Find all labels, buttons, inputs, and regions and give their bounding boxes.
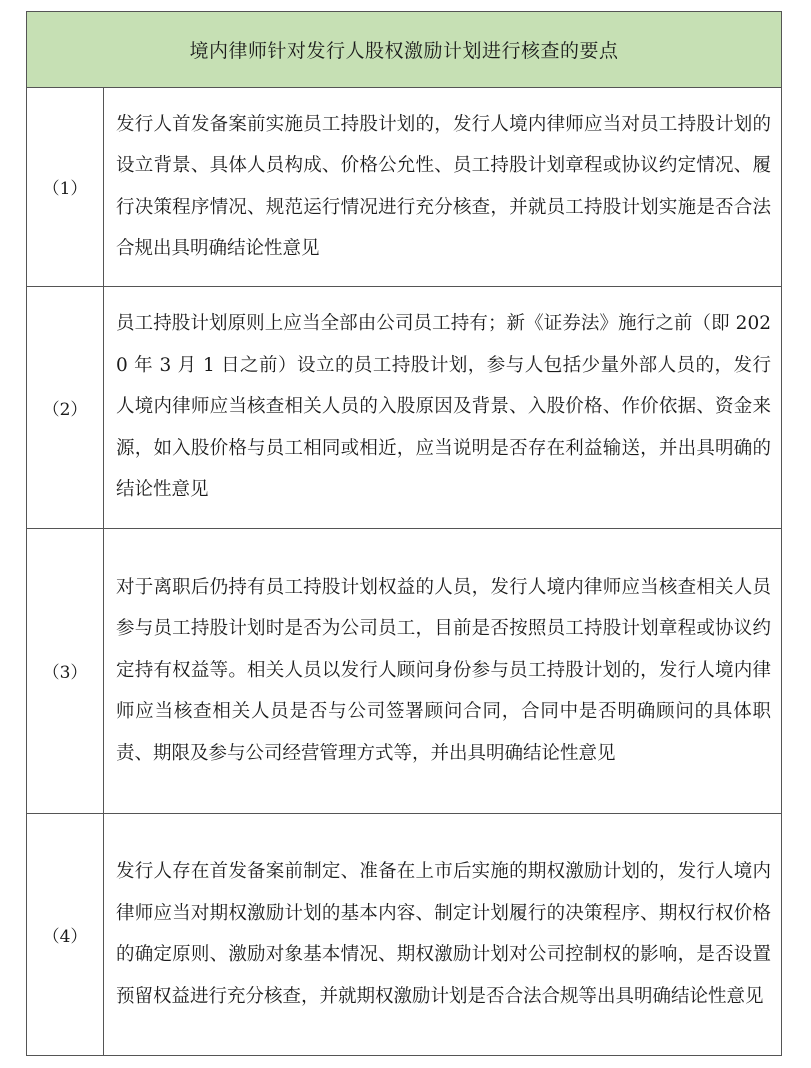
row-number: （4） [27, 813, 104, 1056]
table-row [27, 813, 782, 1056]
table-row [27, 88, 782, 286]
table-header-row [27, 12, 782, 88]
row-number: （1） [27, 88, 104, 286]
verification-points-table [26, 11, 782, 1056]
table-row [27, 286, 782, 528]
table-title: 境内律师针对发行人股权激励计划进行核查的要点 [27, 12, 782, 88]
row-text: 发行人存在首发备案前制定、准备在上市后实施的期权激励计划的，发行人境内律师应当对期权激励计划的基本内容、制定计划履行的决策程序、期权行权价格的确定原则、激励对象基本情况、期权激励计划对公司控制权的影响，是否设置预留权益进行充分核查，并就期权激励计划是否合法合规等出具明确结论性意见 [104, 813, 782, 1056]
row-text: 对于离职后仍持有员工持股计划权益的人员，发行人境内律师应当核查相关人员参与员工持股计划时是否为公司员工，目前是否按照员工持股计划章程或协议约定持有权益等。相关人员以发行人顾问身份参与员工持股计划的，发行人境内律师应当核查相关人员是否与公司签署顾问合同，合同中是否明确顾问的具体职责、期限及参与公司经营管理方式等，并出具明确结论性意见 [104, 528, 782, 813]
row-number: （2） [27, 286, 104, 528]
row-text: 发行人首发备案前实施员工持股计划的，发行人境内律师应当对员工持股计划的设立背景、具体人员构成、价格公允性、员工持股计划章程或协议约定情况、履行决策程序情况、规范运行情况进行充分核查，并就员工持股计划实施是否合法合规出具明确结论性意见 [104, 88, 782, 286]
row-text: 员工持股计划原则上应当全部由公司员工持有；新《证券法》施行之前（即 2020 年 3 月 1 日之前）设立的员工持股计划，参与人包括少量外部人员的，发行人境内律师应当核查相关人员的入股原因及背景、入股价格、作价依据、资金来源，如入股价格与员工相同或相近，应当说明是否存在利益输送，并出具明确的结论性意见 [104, 286, 782, 528]
table-row [27, 528, 782, 813]
row-number: （3） [27, 528, 104, 813]
